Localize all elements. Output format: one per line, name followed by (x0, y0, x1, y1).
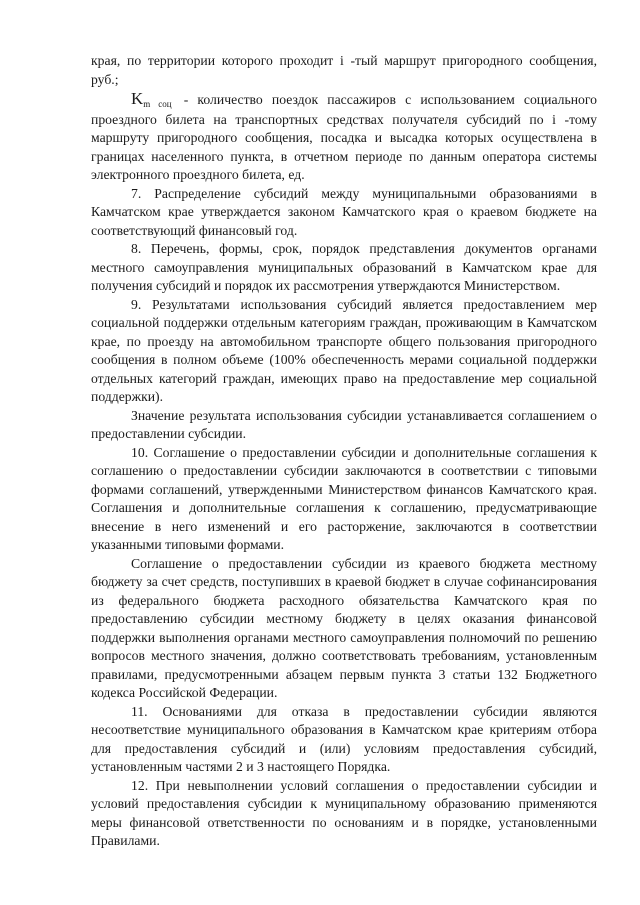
paragraph-result-value: Значение результата использования субсидии устанавливается соглашением о предоставлении субсидии. (91, 407, 597, 441)
formula-symbol: K (131, 89, 144, 108)
paragraph-item-8: 8. Перечень, формы, срок, порядок представления документов органами местного самоуправления муниципальных образований в Камчатском крае для получения субсидий и порядок их рассмотрения утверждаются Министерством. (91, 241, 597, 293)
formula-definition-text: - количество поездок пассажиров с использованием социального проездного билета на транспортных средствах получателя субсидий по i -тому маршруту пригородного сообщения, посадка и высадка которых осуществлена в границах населенного пункта, в отчетном периоде по данным оператора системы электронного проездного билета, ед. (91, 92, 597, 182)
paragraph-formula-definition (91, 90, 597, 185)
paragraph-item-11: 11. Основаниями для отказа в предоставлении субсидии являются несоответствие муниципального образования в Камчатском крае критериям отбора для предоставления субсидий и (или) условиям предоставления субсидий, установленным частями 2 и 3 настоящего Порядка. (91, 703, 597, 774)
paragraph-item-7: 7. Распределение субсидий между муниципальными образованиями в Камчатском крае утверждается законом Камчатского края о краевом бюджете на соответствующий финансовый год. (91, 185, 597, 238)
paragraph-agreement-requirements: Соглашение о предоставлении субсидии из краевого бюджета местному бюджету за счет средств, поступивших в краевой бюджет в случае софинансирования из федерального бюджета расходного обязательства Камчатского края по предоставлению субсидии местному бюджету в целях оказания финансовой поддержки выполнения органами местного самоуправления полномочий по решению вопросов местного значения, должно соответствовать требованиям, установленным правилами, предусмотренными абзацем первым пункта 3 статьи 132 Бюджетного кодекса Российской Федерации. (91, 555, 597, 700)
paragraph-item-10: 10. Соглашение о предоставлении субсидии и дополнительные соглашения к соглашению о предоставлении субсидии заключаются в соответствии с типовыми формами соглашений, утвержденными Министерством финансов Камчатского края. Соглашения и дополнительные соглашения к соглашению, предусматривающие внесение в него изменений и его расторжение, заключаются в соответствии указанными типовыми формами. (91, 444, 597, 552)
paragraph-item-12: 12. При невыполнении условий соглашения о предоставлении субсидии и условий предоставления субсидии к муниципальному образованию применяются меры финансовой ответственности по основаниям и в порядке, установленными Правилами. (91, 777, 597, 848)
formula-subscript: m соц (143, 99, 172, 109)
paragraph-item-9: 9. Результатами использования субсидий является предоставлением мер социальной поддержки отдельным категориям граждан, проживающим в Камчатском крае, по проезду на автомобильном транспорте общего пользования пригородного сообщения в полном объеме (100% обеспеченность мерами социальной поддержки отдельных категорий граждан, имеющих право на предоставление мер социальной поддержки). (91, 296, 597, 404)
paragraph-continuation: края, по территории которого проходит i -тый маршрут пригородного сообщения, руб.; (91, 53, 597, 87)
